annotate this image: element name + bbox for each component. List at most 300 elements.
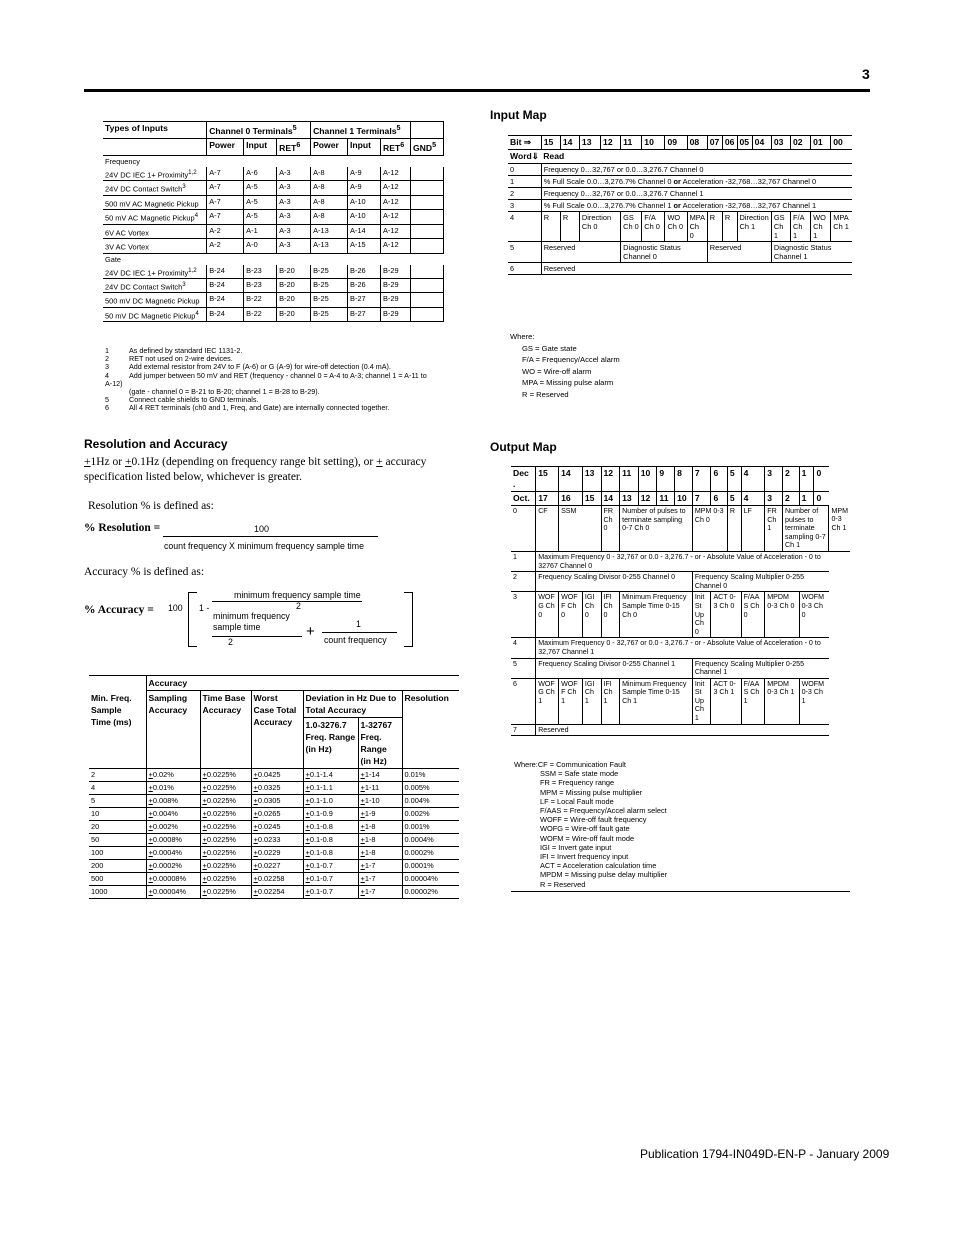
accuracy-cell: +0.002% <box>146 821 200 834</box>
bit-header: 03 <box>771 136 790 150</box>
accuracy-cell: 0.005% <box>402 782 459 795</box>
publication-footer: Publication 1794-IN049D-EN-P - January 2009 <box>640 1147 890 1161</box>
terminal-cell: A-14 <box>348 224 381 238</box>
input-type: 3V AC Vortex <box>103 239 207 253</box>
oct-bit-header: 11 <box>657 492 675 506</box>
bit-header: 02 <box>791 136 811 150</box>
oct-bit-header: 4 <box>741 492 765 506</box>
section-gate: Gate <box>105 254 122 264</box>
page-number: 3 <box>862 66 870 82</box>
accuracy-value: 0.0245 <box>257 822 281 831</box>
accuracy-cell: +0.02% <box>146 769 200 782</box>
accuracy-value: 1-7 <box>364 887 376 896</box>
output-word-5-right: Frequency Scaling Multiplier 0-255 Channel 1 <box>692 658 829 678</box>
terminal-cell: A-3 <box>277 210 311 224</box>
terminal-cell: B-25 <box>311 279 348 293</box>
legend-line: IFI = Invert frequency input <box>540 852 629 862</box>
ch1-header: Channel 1 Terminals$^5$ <box>311 122 411 139</box>
input-word-5-cell: Diagnostic Status Channel 1 <box>771 242 852 263</box>
input-word-4-cell: R <box>722 212 737 242</box>
input-type: 24V DC Contact Switch$^3$ <box>103 181 207 195</box>
inputs-footnotes <box>105 347 445 413</box>
acc-col-header: Worst Case Total Accuracy <box>251 691 303 769</box>
word-number: 2 <box>511 572 536 592</box>
terminal-cell: B-23 <box>244 279 277 293</box>
accuracy-cell: 0.01% <box>402 769 459 782</box>
terminal-row <box>103 307 444 321</box>
accuracy-definition: Accuracy % is defined as: <box>84 566 205 578</box>
accuracy-value: 0.0225% <box>206 848 237 857</box>
accuracy-value: 1-8 <box>364 822 376 831</box>
input-map-heading: Input Map <box>490 108 547 122</box>
output-cell: WOFM 0-3 Ch 1 <box>799 678 829 724</box>
oct-bit-header: 12 <box>638 492 657 506</box>
output-word-7: Reserved <box>536 724 829 736</box>
legend-line: IGI = Invert gate input <box>540 842 612 852</box>
legend-line: WOFF = Wire-off fault frequency <box>540 815 647 825</box>
accuracy-cell: 0.0002% <box>402 847 459 860</box>
bracket-left <box>188 592 197 647</box>
output-cell: Init St Up Ch 1 <box>692 678 711 724</box>
terminal-cell: A-0 <box>244 239 277 253</box>
terminal-cell: B-26 <box>348 265 381 279</box>
output-cell: Number of pulses to terminate sampling 0-7 Ch 1 <box>783 506 829 552</box>
bit-header: 06 <box>722 136 737 150</box>
accuracy-cell: +0.1-0.9 <box>303 808 358 821</box>
accuracy-cell: +0.0229 <box>251 847 303 860</box>
output-cell: CF <box>536 506 559 552</box>
accuracy-cell: +0.1-1.0 <box>303 795 358 808</box>
word-number: 0 <box>511 506 536 552</box>
dec-bit-header: 9 <box>657 467 675 492</box>
terminal-cell: A-10 <box>348 210 381 224</box>
terminal-cell: A-5 <box>244 195 277 209</box>
input-word-1: % Full Scale 0.0…3,276.7% Channel 0 or Acceleration -32,768…32,767 Channel 0 <box>541 176 852 188</box>
accuracy-cell: +0.0225% <box>200 860 251 873</box>
word-number: 7 <box>511 724 536 736</box>
dec-bit-header: 8 <box>675 467 693 492</box>
bit-header: 01 <box>811 136 831 150</box>
oct-bit-header: 16 <box>559 492 583 506</box>
accuracy-cell: 500 <box>89 873 146 886</box>
terminal-cell: A-12 <box>381 181 411 195</box>
word-number: 3 <box>508 200 541 212</box>
dec-bit-header: 14 <box>559 467 583 492</box>
input-word-0: Frequency 0…32,767 or 0.0…3,276.7 Channel 0 <box>541 164 852 176</box>
accuracy-value: 1-7 <box>364 861 376 870</box>
oct-bit-header: 3 <box>765 492 783 506</box>
accuracy-value: 0.0225% <box>206 861 237 870</box>
terminal-cell: A-15 <box>348 239 381 253</box>
output-map-heading: Output Map <box>490 440 557 454</box>
output-cell: WOFM 0-3 Ch 0 <box>799 592 829 638</box>
word-number: 0 <box>508 164 541 176</box>
accuracy-value: 0.0225% <box>206 783 237 792</box>
terminal-cell: B-25 <box>311 307 348 321</box>
terminal-cell: A-12 <box>381 167 411 181</box>
accuracy-value: 0.01% <box>152 783 174 792</box>
terminal-cell: B-20 <box>277 265 311 279</box>
word-number: 1 <box>511 551 536 571</box>
word-number: 4 <box>511 638 536 658</box>
terminal-row <box>103 279 444 293</box>
terminal-cell: B-27 <box>348 293 381 307</box>
output-cell: Minimum Frequency Sample Time 0-15 Ch 0 <box>620 592 693 638</box>
fraction-bar <box>212 601 362 602</box>
accuracy-row <box>89 873 459 886</box>
legend-line: LF = Local Fault mode <box>540 796 614 806</box>
accuracy-cell: +0.008% <box>146 795 200 808</box>
accuracy-row <box>89 769 459 782</box>
bit-label: Bit ⇒ <box>508 136 541 150</box>
word-number: 1 <box>508 176 541 188</box>
resolution-formula-denominator: count frequency X minimum frequency sample time <box>164 541 364 551</box>
output-cell: MPDM 0-3 Ch 1 <box>765 678 799 724</box>
accuracy-cell: +1-8 <box>358 847 402 860</box>
dec-bit-header: 2 <box>783 467 800 492</box>
terminal-row <box>103 224 444 238</box>
resolution-formula-label: % Resolution = <box>84 522 161 534</box>
terminal-cell: B-29 <box>381 293 411 307</box>
terminal-cell: B-27 <box>348 307 381 321</box>
legend-line: R = Reserved <box>540 879 586 889</box>
input-word-4-cell: WO Ch 1 <box>811 212 831 242</box>
output-cell: MPM 0-3 Ch 1 <box>829 506 850 552</box>
terminal-cell: B-23 <box>244 265 277 279</box>
legend-line: R = Reserved <box>522 389 569 399</box>
accuracy-cell: +0.00008% <box>146 873 200 886</box>
accuracy-cell: +0.0225% <box>200 782 251 795</box>
accuracy-value: 0.0265 <box>257 809 281 818</box>
oct-bit-header: 14 <box>601 492 620 506</box>
accuracy-cell: +1-7 <box>358 873 402 886</box>
accuracy-cell: +0.0225% <box>200 821 251 834</box>
input-word-4-cell: F/A Ch 1 <box>791 212 811 242</box>
input-word-4-cell: WO Ch 0 <box>665 212 687 242</box>
input-header: Input <box>348 138 381 155</box>
terminal-cell: A-2 <box>207 239 244 253</box>
ret-header: RET$^6$ <box>277 138 311 155</box>
output-cell: FR Ch 1 <box>765 506 783 552</box>
ch0-header: Channel 0 Terminals$^5$ <box>207 122 311 139</box>
input-type: 500 mV AC Magnetic Pickup <box>103 195 207 209</box>
terminal-cell: B-24 <box>207 265 244 279</box>
accuracy-cell: +0.1-0.7 <box>303 873 358 886</box>
accuracy-value: 0.0305 <box>257 796 281 805</box>
terminal-cell: B-24 <box>207 279 244 293</box>
dec-bit-header: 10 <box>638 467 657 492</box>
terminal-cell: A-12 <box>381 195 411 209</box>
input-word-4-cell: Direction Ch 1 <box>737 212 771 242</box>
input-word-4-cell: GS Ch 1 <box>771 212 790 242</box>
output-word-4: Maximum Frequency 0 - 32,767 or 0.0 - 3,276.7 - or - Absolute Value of Acceleration - 0 to 32,767 Channel 1 <box>536 638 829 658</box>
bit-header: 09 <box>665 136 687 150</box>
oct-bit-header: 1 <box>799 492 814 506</box>
bracket-right <box>404 592 413 647</box>
output-cell: LF <box>741 506 765 552</box>
output-cell: IGI Ch 0 <box>582 592 601 638</box>
terminal-cell: B-20 <box>277 279 311 293</box>
accuracy-cell: +0.1-0.8 <box>303 834 358 847</box>
accuracy-cell: 2 <box>89 769 146 782</box>
output-cell: F/AA S Ch 1 <box>741 678 765 724</box>
terminal-cell: A-5 <box>244 210 277 224</box>
fraction-bar <box>322 632 397 633</box>
terminal-row <box>103 195 444 209</box>
terminal-cell: A-5 <box>244 181 277 195</box>
terminal-cell: A-13 <box>311 224 348 238</box>
terminal-cell: A-9 <box>348 181 381 195</box>
output-cell: FR Ch 0 <box>601 506 620 552</box>
accuracy-value: 0.02258 <box>257 874 285 883</box>
input-map-table <box>508 135 852 275</box>
output-cell: R <box>727 506 741 552</box>
word-number: 5 <box>511 658 536 678</box>
accuracy-value: 0.002% <box>152 822 178 831</box>
accuracy-left-denominator: 2 <box>228 637 233 647</box>
input-header: Input <box>244 138 277 155</box>
resolution-paragraph: +1Hz or +0.1Hz (depending on frequency range bit setting), or + accuracy specification listed below, whichever is greater. <box>84 456 427 483</box>
terminal-row <box>103 239 444 253</box>
accuracy-value: 0.02% <box>152 770 174 779</box>
fraction-bar <box>212 636 302 637</box>
read-label: Read <box>541 150 852 164</box>
accuracy-value: 0.00004% <box>152 887 187 896</box>
accuracy-cell: +0.0225% <box>200 847 251 860</box>
accuracy-cell: 5 <box>89 795 146 808</box>
accuracy-value: 0.0227 <box>257 861 281 870</box>
terminal-cell: A-6 <box>244 167 277 181</box>
accuracy-cell: +1-10 <box>358 795 402 808</box>
accuracy-cell: +1-7 <box>358 886 402 899</box>
legend-line: MPM = Missing pulse multiplier <box>540 787 643 797</box>
bit-header: 11 <box>621 136 642 150</box>
accuracy-cell: +0.01% <box>146 782 200 795</box>
word-number: 6 <box>511 678 536 724</box>
accuracy-value: 0.1-1.4 <box>309 770 333 779</box>
accuracy-cell: +0.0325 <box>251 782 303 795</box>
word-number: 4 <box>508 212 541 242</box>
terminal-cell: B-22 <box>244 307 277 321</box>
bit-header: 13 <box>579 136 600 150</box>
terminal-cell: A-12 <box>381 239 411 253</box>
accuracy-100: 100 <box>168 603 183 613</box>
accuracy-cell: +0.02254 <box>251 886 303 899</box>
fraction-bar <box>163 536 378 537</box>
accuracy-value: 0.0225% <box>206 887 237 896</box>
terminal-cell: A-8 <box>311 181 348 195</box>
accuracy-cell: 1000 <box>89 886 146 899</box>
output-cell: WOF G Ch 0 <box>536 592 559 638</box>
oct-bit-header: 15 <box>582 492 601 506</box>
terminal-cell: A-8 <box>311 167 348 181</box>
input-word-2: Frequency 0…32,767 or 0.0…3,276.7 Channel 1 <box>541 188 852 200</box>
accuracy-cell: +0.0265 <box>251 808 303 821</box>
legend-line: WOFM = Wire-off fault mode <box>540 833 635 843</box>
accuracy-value: 0.0233 <box>257 835 281 844</box>
terminal-cell: B-29 <box>381 265 411 279</box>
input-word-4-cell: MPA Ch 1 <box>831 212 852 242</box>
terminal-cell: A-12 <box>381 224 411 238</box>
accuracy-value: 0.004% <box>152 809 178 818</box>
accuracy-cell: 10 <box>89 808 146 821</box>
input-type: 24V DC Contact Switch$^3$ <box>103 279 207 293</box>
accuracy-value: 1-8 <box>364 848 376 857</box>
accuracy-value: 0.1-1.0 <box>309 796 333 805</box>
terminal-cell: A-2 <box>207 224 244 238</box>
oct-bit-header: 13 <box>620 492 639 506</box>
terminal-cell: A-3 <box>277 239 311 253</box>
header-rule <box>84 89 870 92</box>
input-map-legend <box>510 331 620 400</box>
legend-line: MPA = Missing pulse alarm <box>522 378 614 387</box>
accuracy-top-header: Accuracy <box>146 676 459 691</box>
accuracy-cell: +0.0225% <box>200 886 251 899</box>
accuracy-value: 0.1-0.8 <box>309 848 333 857</box>
accuracy-cell: +0.1-1.1 <box>303 782 358 795</box>
input-word-5-cell: Diagnostic Status Channel 0 <box>621 242 708 263</box>
accuracy-right-denominator: count frequency <box>324 635 387 645</box>
accuracy-top-numerator: minimum frequency sample time <box>234 590 361 600</box>
accuracy-cell: +0.1-0.8 <box>303 821 358 834</box>
accuracy-left-numerator: minimum frequency sample time <box>213 611 290 632</box>
bit-header: 14 <box>560 136 579 150</box>
word-number: 6 <box>508 263 541 275</box>
accuracy-value: 1-14 <box>364 770 380 779</box>
input-word-4-cell: MPA Ch 0 <box>687 212 707 242</box>
output-map-legend <box>514 760 667 889</box>
legend-line: WOFG = Wire-off fault gate <box>540 824 630 834</box>
accuracy-cell: +0.02258 <box>251 873 303 886</box>
terminal-cell: B-20 <box>277 307 311 321</box>
accuracy-value: 0.0225% <box>206 770 237 779</box>
ret-header: RET$^6$ <box>381 138 411 155</box>
accuracy-value: 0.1-0.7 <box>309 861 333 870</box>
terminal-cell: A-7 <box>207 181 244 195</box>
output-cell: IGI Ch 1 <box>582 678 601 724</box>
accuracy-value: 1-10 <box>364 796 380 805</box>
terminal-cell: B-29 <box>381 307 411 321</box>
input-word-3: % Full Scale 0.0…3,276.7% Channel 1 or Acceleration -32,768…32,767 Channel 1 <box>541 200 852 212</box>
input-word-4-cell: GS Ch 0 <box>621 212 642 242</box>
accuracy-row <box>89 860 459 873</box>
output-cell: Number of pulses to terminate sampling 0-7 Ch 0 <box>620 506 693 552</box>
accuracy-value: 0.0002% <box>152 861 183 870</box>
bit-header: 04 <box>752 136 771 150</box>
terminal-cell: B-20 <box>277 293 311 307</box>
legend-line: GS = Gate state <box>522 343 577 353</box>
accuracy-row <box>89 782 459 795</box>
output-cell: F/AA S Ch 0 <box>741 592 765 638</box>
accuracy-cell: +0.0245 <box>251 821 303 834</box>
oct-label: Oct. <box>511 492 536 506</box>
accuracy-cell: +0.0225% <box>200 808 251 821</box>
dec-bit-header: 6 <box>711 467 727 492</box>
acc-col-header: Resolution <box>402 691 459 769</box>
input-word-6: Reserved <box>541 263 852 275</box>
accuracy-cell: +1-9 <box>358 808 402 821</box>
accuracy-cell: 0.004% <box>402 795 459 808</box>
accuracy-plus: + <box>306 623 315 640</box>
terminal-cell: A-3 <box>277 195 311 209</box>
terminal-cell: A-8 <box>311 195 348 209</box>
accuracy-cell: +1-11 <box>358 782 402 795</box>
accuracy-cell: +0.0008% <box>146 834 200 847</box>
terminal-cell: B-29 <box>381 279 411 293</box>
accuracy-value: 0.1-0.7 <box>309 874 333 883</box>
terminal-cell: B-22 <box>244 293 277 307</box>
output-cell: WOF F Ch 1 <box>559 678 583 724</box>
oct-bit-header: 0 <box>814 492 829 506</box>
legend-line: Where:CF = Communication Fault <box>514 760 626 769</box>
terminal-row <box>103 265 444 279</box>
input-type: 6V AC Vortex <box>103 224 207 238</box>
output-cell: WOF F Ch 0 <box>559 592 583 638</box>
input-word-4-cell: R <box>707 212 722 242</box>
accuracy-cell: +0.00004% <box>146 886 200 899</box>
accuracy-right-numerator: 1 <box>356 619 361 629</box>
footnote: 4 Add jumper between 50 mV and RET (frequency - channel 0 = A-4 to A-3; channel 1 = A-11 to <box>105 370 427 380</box>
accuracy-cell: +0.0225% <box>200 873 251 886</box>
terminal-cell: A-3 <box>277 167 311 181</box>
dec-bit-header: 7 <box>692 467 711 492</box>
power-header: Power <box>207 138 244 155</box>
bit-header: 15 <box>541 136 560 150</box>
bit-header: 12 <box>601 136 621 150</box>
accuracy-value: 0.0004% <box>152 848 183 857</box>
acc-sub-header: 1.0-3276.7 Freq. Range (in Hz) <box>303 718 358 769</box>
accuracy-row <box>89 886 459 899</box>
acc-col-header: Deviation in Hz Due to Total Accuracy <box>303 691 402 718</box>
accuracy-value: 0.0229 <box>257 848 281 857</box>
accuracy-cell: +0.0227 <box>251 860 303 873</box>
output-cell: ACT 0-3 Ch 1 <box>711 678 741 724</box>
accuracy-value: 0.1-0.9 <box>309 809 333 818</box>
output-word-1: Maximum Frequency 0 - 32,767 or 0.0 - 3,276.7 - or - Absolute Value of Acceleration - 0 to 32767 Channel 0 <box>536 551 829 571</box>
output-cell: WOF G Ch 1 <box>536 678 559 724</box>
input-word-4-cell: Direction Ch 0 <box>579 212 620 242</box>
accuracy-cell: +0.0002% <box>146 860 200 873</box>
accuracy-value: 0.008% <box>152 796 178 805</box>
section-frequency: Frequency <box>105 156 140 166</box>
types-header: Types of Inputs <box>103 122 207 139</box>
accuracy-cell: +0.1-1.4 <box>303 769 358 782</box>
terminal-cell: B-26 <box>348 279 381 293</box>
accuracy-cell: +0.0233 <box>251 834 303 847</box>
accuracy-one-minus: 1 - <box>199 603 210 613</box>
output-cell: ACT 0-3 Ch 0 <box>711 592 741 638</box>
accuracy-cell: 0.00002% <box>402 886 459 899</box>
terminal-cell: B-25 <box>311 265 348 279</box>
terminal-cell: A-3 <box>277 224 311 238</box>
word-number: 5 <box>508 242 541 263</box>
legend-line: FR = Frequency range <box>540 778 615 788</box>
accuracy-cell: +0.0004% <box>146 847 200 860</box>
terminal-cell: A-7 <box>207 167 244 181</box>
accuracy-value: 1-9 <box>364 809 376 818</box>
terminal-cell: A-10 <box>348 195 381 209</box>
terminal-cell: A-9 <box>348 167 381 181</box>
input-type: 50 mV AC Magnetic Pickup$^4$ <box>103 210 207 224</box>
output-cell: SSM <box>559 506 601 552</box>
input-type: 500 mV DC Magnetic Pickup <box>103 293 207 307</box>
input-type: 24V DC IEC 1+ Proximity$^{1,2}$ <box>103 265 207 279</box>
terminal-row <box>103 293 444 307</box>
terminal-cell: A-1 <box>244 224 277 238</box>
legend-line: Where: <box>510 332 535 341</box>
dec-label: Dec . <box>511 467 536 492</box>
accuracy-row <box>89 821 459 834</box>
